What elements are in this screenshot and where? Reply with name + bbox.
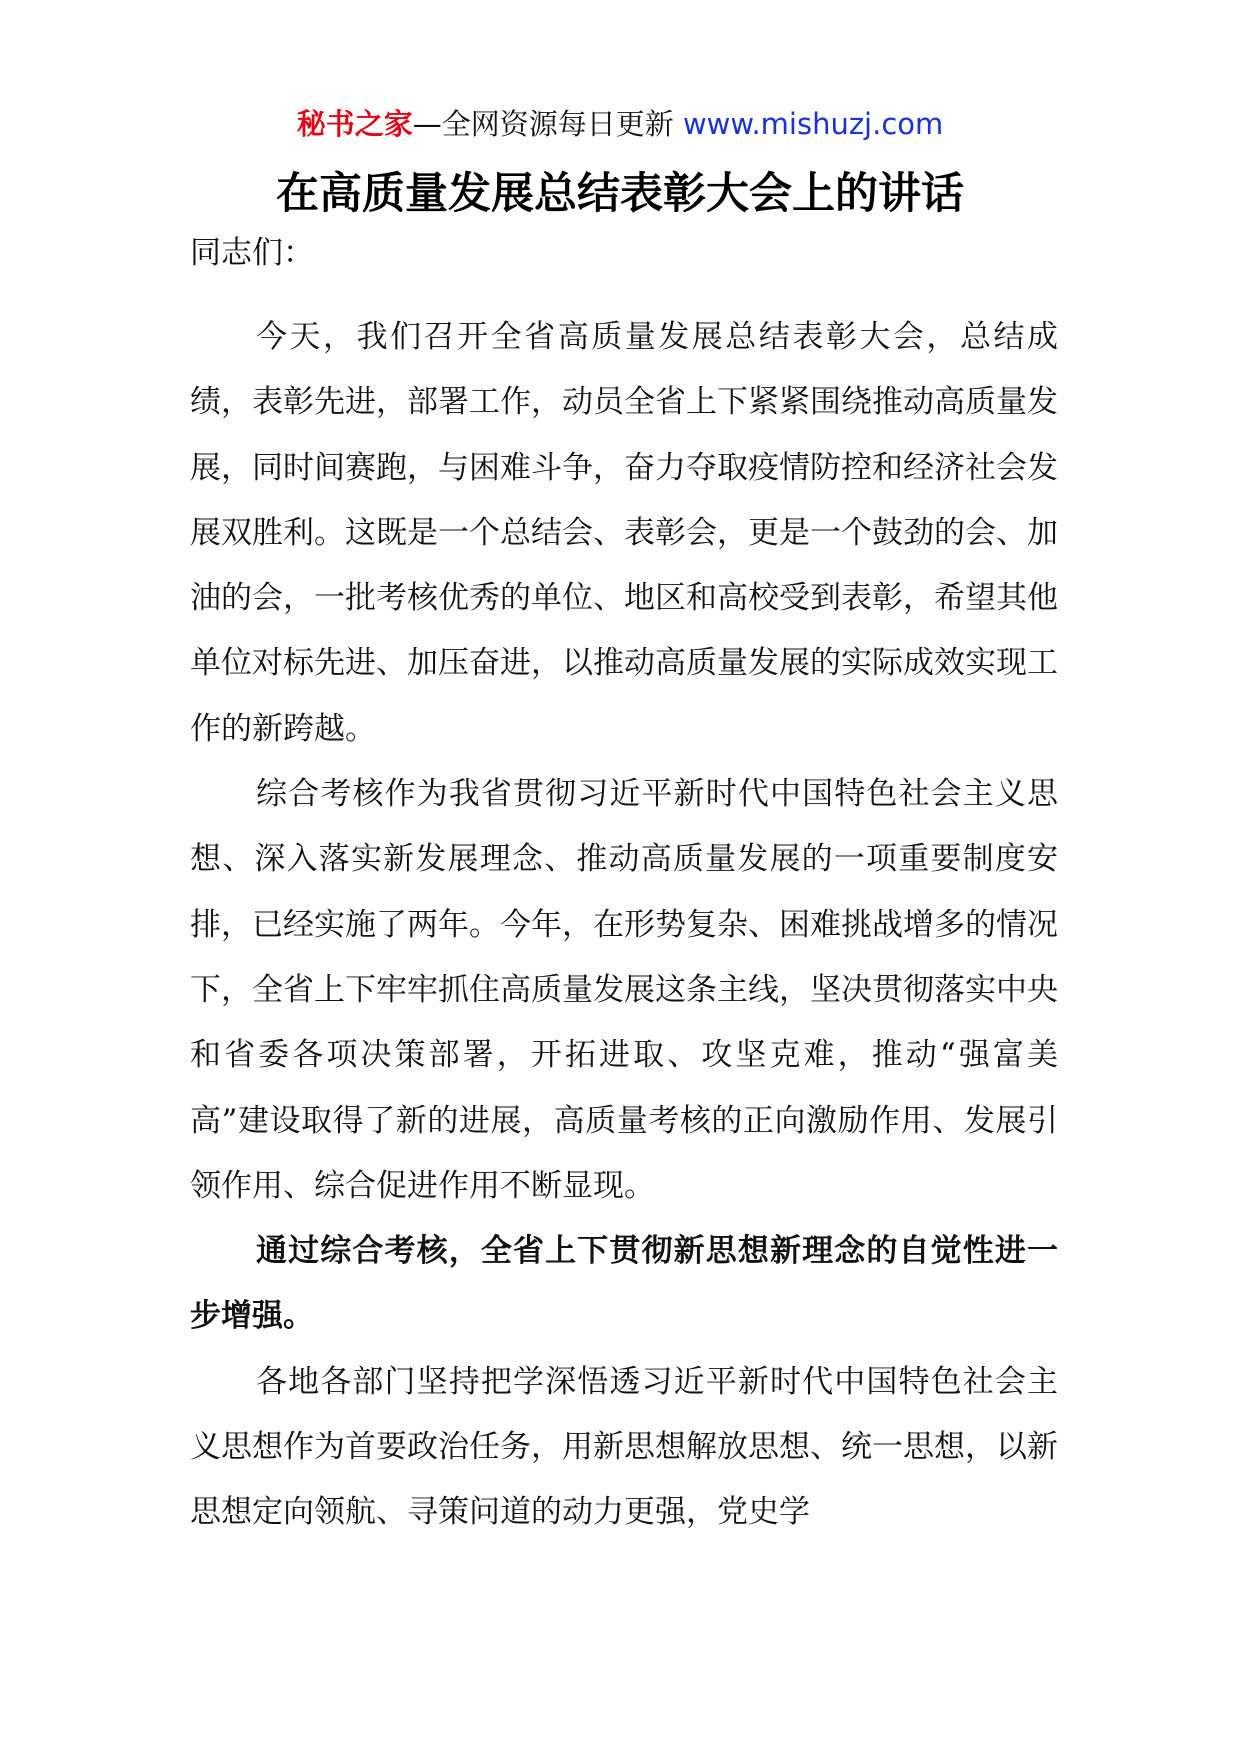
- brand-name: 秘书之家: [296, 107, 413, 141]
- document-title: 在高质量发展总结表彰大会上的讲话: [276, 169, 964, 219]
- document-body: [190, 231, 1058, 1546]
- paragraph-2: 综合考核作为我省贯彻习近平新时代中国特色社会主义思想、深入落实新发展理念、推动高质量发展的一项重要制度安排，已经实施了两年。今年，在形势复杂、困难挑战增多的情况下，全省上下牢牢抓住高质量发展这条主线，坚决贯彻落实中央和省委各项决策部署，开拓进取、攻坚克难，推动“强富美高”建设取得了新的进展，高质量考核的正向激励作用、发展引领作用、综合促进作用不断显现。: [190, 776, 1058, 1204]
- header-slogan: —全网资源每日更新: [412, 107, 674, 141]
- section-heading: 通过综合考核，全省上下贯彻新思想新理念的自觉性进一步增强。: [190, 1233, 1058, 1335]
- salutation: 同志们：: [190, 235, 314, 271]
- site-header: [0, 104, 1240, 144]
- site-url-link[interactable]: www.mishuzj.com: [682, 107, 944, 141]
- paragraph-3: 各地各部门坚持把学深悟透习近平新时代中国特色社会主义思想作为首要政治任务，用新思想解放思想、统一思想，以新思想定向领航、寻策问道的动力更强，党史学: [190, 1363, 1058, 1531]
- paragraph-1: 今天，我们召开全省高质量发展总结表彰大会，总结成绩，表彰先进，部署工作，动员全省上下紧紧围绕推动高质量发展，同时间赛跑，与困难斗争，奋力夺取疫情防控和经济社会发展双胜利。这既是一个总结会、表彰会，更是一个鼓劲的会、加油的会，一批考核优秀的单位、地区和高校受到表彰，希望其他单位对标先进、加压奋进，以推动高质量发展的实际成效实现工作的新跨越。: [190, 319, 1058, 747]
